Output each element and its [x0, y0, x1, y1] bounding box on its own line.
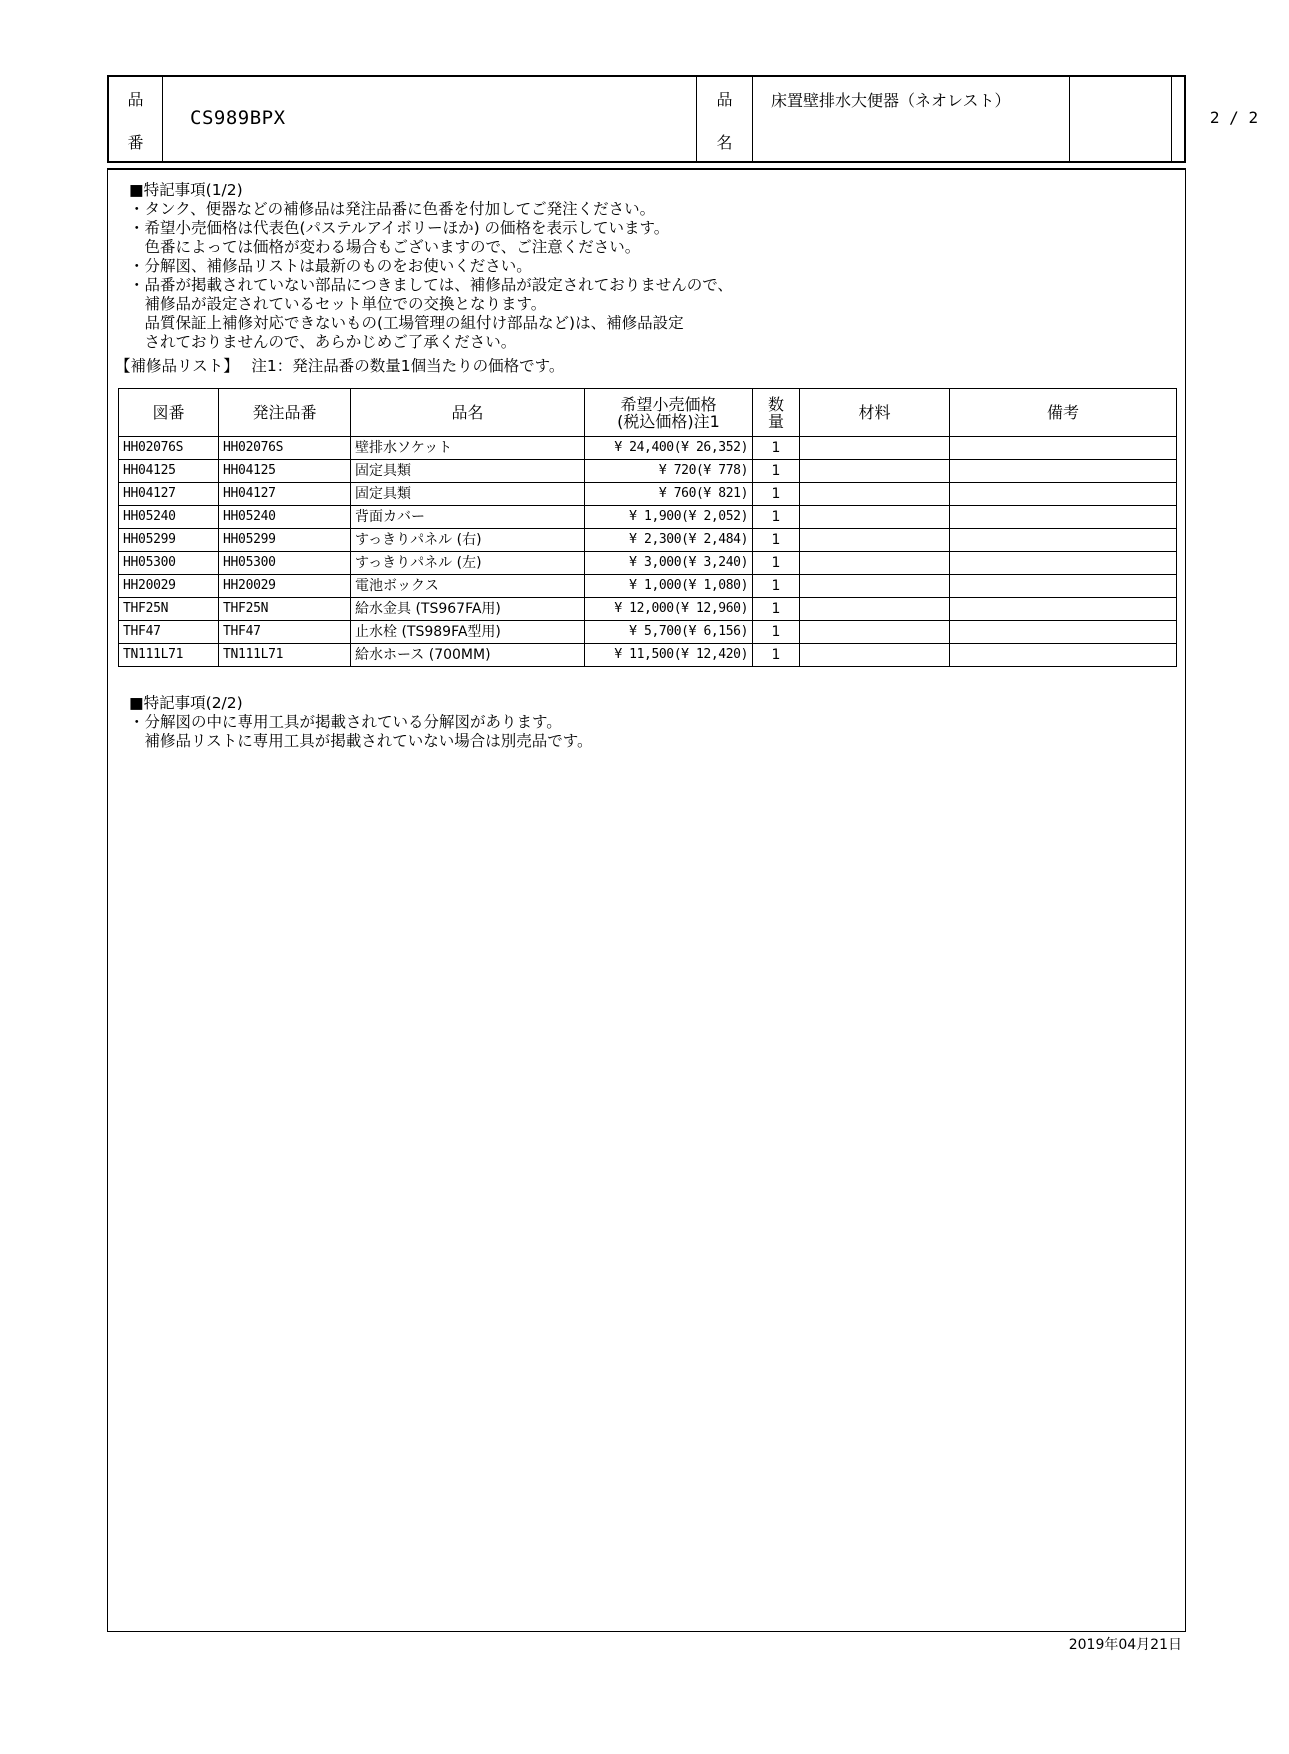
cell-remarks [950, 529, 1177, 552]
table-header-row [119, 389, 1177, 437]
cell-price: ¥ 2,300(¥ 2,484) [585, 529, 753, 552]
cell-material [800, 437, 950, 460]
table-row [119, 483, 1177, 506]
cell-name: 電池ボックス [351, 575, 585, 598]
cell-qty: 1 [753, 621, 800, 644]
product-name: 床置壁排水大便器（ネオレスト） [771, 91, 1011, 110]
product-code-label-char-1: 品 [127, 90, 144, 109]
parts-table [118, 388, 1177, 667]
cell-order-no: HH05300 [219, 552, 351, 575]
cell-price: ¥ 12,000(¥ 12,960) [585, 598, 753, 621]
document-header [107, 75, 1259, 163]
table-row [119, 598, 1177, 621]
cell-name: 止水栓 (TS989FA型用) [351, 621, 585, 644]
cell-qty: 1 [753, 460, 800, 483]
cell-remarks [950, 437, 1177, 460]
cell-fig-no: TN111L71 [119, 644, 219, 667]
cell-order-no: HH04125 [219, 460, 351, 483]
table-row [119, 506, 1177, 529]
parts-list-note: 注1：発注品番の数量1個当たりの価格です。 [251, 357, 565, 375]
table-row [119, 437, 1177, 460]
table-row [119, 621, 1177, 644]
cell-remarks [950, 506, 1177, 529]
cell-fig-no: HH05240 [119, 506, 219, 529]
cell-fig-no: HH05299 [119, 529, 219, 552]
cell-name: 給水ホース (700MM) [351, 644, 585, 667]
cell-qty: 1 [753, 483, 800, 506]
cell-order-no: HH05299 [219, 529, 351, 552]
notes-1-line: ・希望小売価格は代表色(パステルアイボリーほか) の価格を表示しています。 [129, 219, 670, 237]
cell-name: 固定具類 [351, 460, 585, 483]
cell-qty: 1 [753, 437, 800, 460]
col-fig-no: 図番 [119, 389, 219, 437]
parts-list-title: 【補修品リスト】 [115, 357, 231, 375]
cell-material [800, 575, 950, 598]
cell-order-no: HH20029 [219, 575, 351, 598]
notes-1-line: ・タンク、便器などの補修品は発注品番に色番を付加してご発注ください。 [129, 200, 656, 218]
table-row [119, 644, 1177, 667]
cell-name: すっきりパネル (左) [351, 552, 585, 575]
notes-1-line: されておりませんので、あらかじめご了承ください。 [129, 333, 517, 351]
notes-1-line: 色番によっては価格が変わる場合もございますので、ご注意ください。 [129, 238, 641, 256]
col-price [585, 389, 753, 437]
cell-remarks [950, 644, 1177, 667]
col-material: 材料 [800, 389, 950, 437]
notes-1-line: 品質保証上補修対応できないもの(工場管理の組付け部品など)は、補修品設定 [129, 314, 684, 332]
cell-name: 給水金具 (TS967FA用) [351, 598, 585, 621]
cell-fig-no: THF25N [119, 598, 219, 621]
cell-order-no: HH05240 [219, 506, 351, 529]
table-row [119, 529, 1177, 552]
cell-fig-no: HH02076S [119, 437, 219, 460]
col-price-line-1: 希望小売価格 [620, 394, 717, 414]
notes-2-line: ・分解図の中に専用工具が掲載されている分解図があります。 [129, 713, 562, 731]
cell-remarks [950, 621, 1177, 644]
cell-material [800, 506, 950, 529]
cell-order-no: HH02076S [219, 437, 351, 460]
header-divider [1069, 75, 1070, 163]
notes-2-title: ■特記事項(2/2) [129, 694, 243, 712]
page-number: 2 / 2 [1209, 108, 1259, 127]
cell-material [800, 483, 950, 506]
cell-price: ¥ 1,900(¥ 2,052) [585, 506, 753, 529]
cell-remarks [950, 598, 1177, 621]
cell-material [800, 460, 950, 483]
notes-1-title: ■特記事項(1/2) [129, 181, 243, 199]
issue-date: 2019年04月21日 [1068, 1637, 1182, 1653]
cell-qty: 1 [753, 552, 800, 575]
product-name-label-char-2: 名 [716, 133, 733, 152]
table-row [119, 460, 1177, 483]
cell-remarks [950, 483, 1177, 506]
col-qty-line-1: 数 [767, 394, 784, 414]
col-qty-line-2: 量 [767, 411, 784, 431]
special-notes-1 [129, 181, 733, 352]
special-notes-2 [129, 694, 592, 751]
table-row [119, 552, 1177, 575]
cell-material [800, 621, 950, 644]
notes-1-line: ・品番が掲載されていない部品につきましては、補修品が設定されておりませんので、 [129, 276, 733, 294]
cell-order-no: THF25N [219, 598, 351, 621]
cell-qty: 1 [753, 506, 800, 529]
cell-remarks [950, 575, 1177, 598]
cell-material [800, 529, 950, 552]
product-code-label [109, 77, 163, 161]
cell-price: ¥ 11,500(¥ 12,420) [585, 644, 753, 667]
cell-material [800, 552, 950, 575]
cell-remarks [950, 460, 1177, 483]
cell-qty: 1 [753, 575, 800, 598]
cell-order-no: THF47 [219, 621, 351, 644]
cell-material [800, 644, 950, 667]
cell-price: ¥ 720(¥ 778) [585, 460, 753, 483]
cell-price: ¥ 5,700(¥ 6,156) [585, 621, 753, 644]
cell-name: 背面カバー [351, 506, 585, 529]
cell-fig-no: HH04125 [119, 460, 219, 483]
table-row [119, 575, 1177, 598]
product-name-label-char-1: 品 [716, 90, 733, 109]
product-name-label [697, 77, 753, 161]
notes-2-line: 補修品リストに専用工具が掲載されていない場合は別売品です。 [129, 732, 593, 750]
col-qty [753, 389, 800, 437]
cell-qty: 1 [753, 598, 800, 621]
col-order-no: 発注品番 [219, 389, 351, 437]
cell-price: ¥ 1,000(¥ 1,080) [585, 575, 753, 598]
cell-fig-no: THF47 [119, 621, 219, 644]
cell-qty: 1 [753, 529, 800, 552]
notes-1-line: 補修品が設定されているセット単位での交換となります。 [129, 295, 547, 313]
col-remarks: 備考 [950, 389, 1177, 437]
cell-material [800, 598, 950, 621]
cell-fig-no: HH04127 [119, 483, 219, 506]
parts-list-heading [115, 354, 564, 376]
cell-order-no: HH04127 [219, 483, 351, 506]
cell-name: すっきりパネル (右) [351, 529, 585, 552]
cell-price: ¥ 760(¥ 821) [585, 483, 753, 506]
product-code: CS989BPX [190, 107, 286, 129]
cell-remarks [950, 552, 1177, 575]
notes-1-line: ・分解図、補修品リストは最新のものをお使いください。 [129, 257, 532, 275]
cell-price: ¥ 3,000(¥ 3,240) [585, 552, 753, 575]
cell-price: ¥ 24,400(¥ 26,352) [585, 437, 753, 460]
product-code-label-char-2: 番 [127, 133, 144, 152]
cell-order-no: TN111L71 [219, 644, 351, 667]
cell-qty: 1 [753, 644, 800, 667]
cell-name: 固定具類 [351, 483, 585, 506]
cell-name: 壁排水ソケット [351, 437, 585, 460]
col-price-line-2: (税込価格)注1 [617, 411, 720, 431]
cell-fig-no: HH20029 [119, 575, 219, 598]
col-name: 品名 [351, 389, 585, 437]
cell-fig-no: HH05300 [119, 552, 219, 575]
